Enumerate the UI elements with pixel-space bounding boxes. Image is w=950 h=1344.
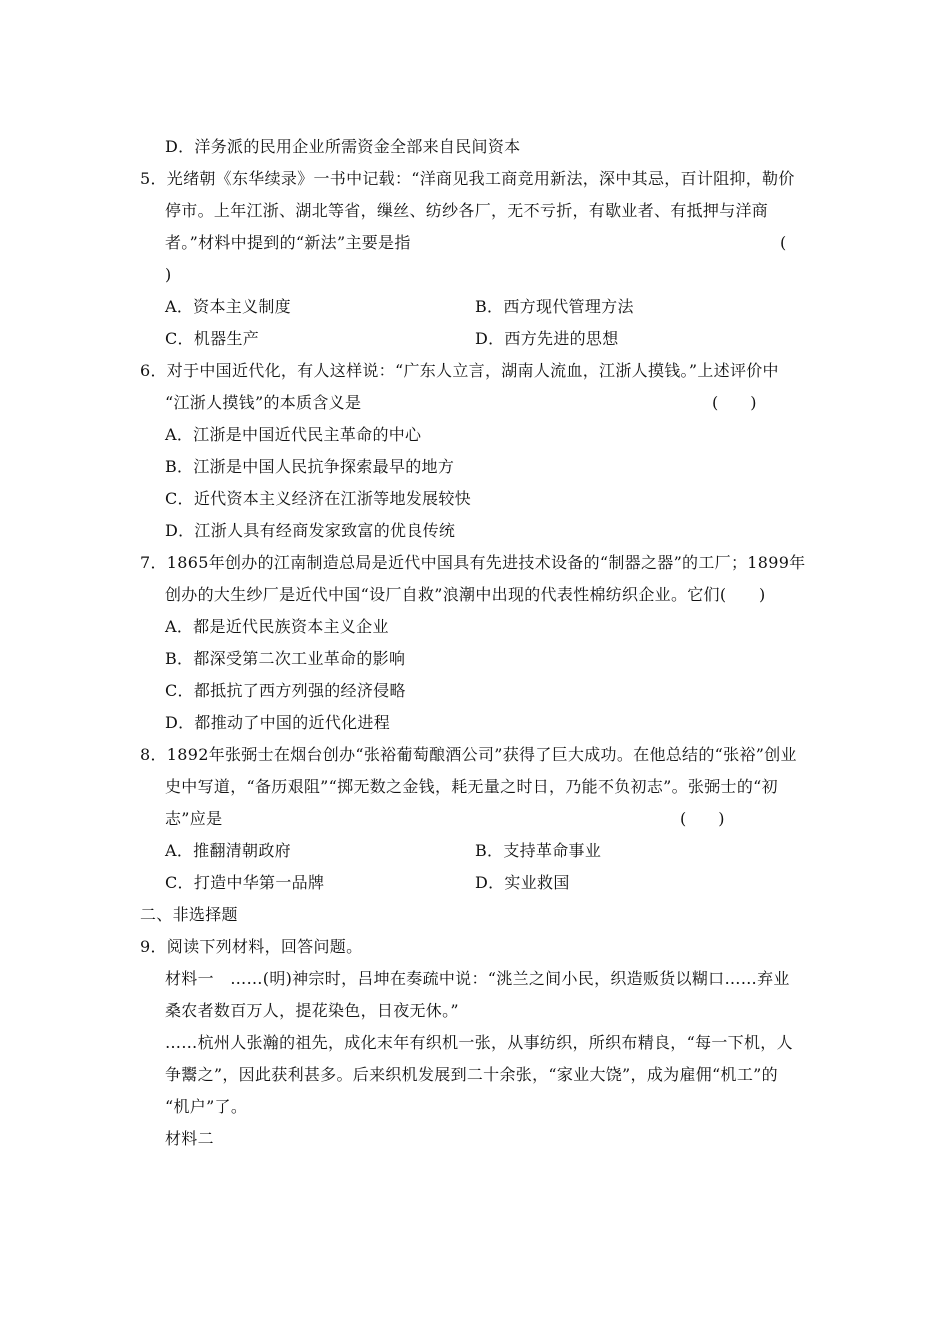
q5-option-a: A．资本主义制度	[165, 297, 291, 316]
q8-answer-paren: ( )	[680, 809, 725, 828]
q6-option-c: C．近代资本主义经济在江浙等地发展较快	[165, 489, 471, 508]
q8-stem-line-3: 志”应是	[165, 809, 223, 828]
q6-answer-paren: ( )	[712, 393, 757, 412]
q8-stem-line-1: 8．1892年张弼士在烟台创办“张裕葡萄酿酒公司”获得了巨大成功。在他总结的“张裕”创业	[140, 745, 797, 764]
q5-stem-line-1: 5．光绪朝《东华续录》一书中记载：“洋商见我工商竞用新法，深中其忌，百计阻抑，勒价	[140, 169, 795, 188]
q8-stem-line-2: 史中写道，“备历艰阻”“掷无数之金钱，耗无量之时日，乃能不负初志”。张弼士的“初	[165, 777, 778, 796]
q8-option-c: C．打造中华第一品牌	[165, 873, 325, 892]
q5-option-c: C．机器生产	[165, 329, 260, 348]
q9-material-1-line-1: 材料一 ……(明)神宗时，吕坤在奏疏中说：“洮兰之间小民，织造贩货以糊口……弃业	[165, 969, 790, 988]
q6-option-b: B．江浙是中国人民抗争探索最早的地方	[165, 457, 455, 476]
q7-option-b: B．都深受第二次工业革命的影响	[165, 649, 406, 668]
section-heading: 二、非选择题	[140, 905, 238, 924]
q5-answer-paren-close: )	[165, 265, 172, 284]
q6-stem-line-2: “江浙人摸钱”的本质含义是	[165, 393, 362, 412]
q5-stem-line-3: 者。”材料中提到的“新法”主要是指	[165, 233, 411, 252]
q7-stem-line-2: 创办的大生纱厂是近代中国“设厂自救”浪潮中出现的代表性棉纺织企业。它们( )	[165, 585, 766, 604]
q5-option-b: B．西方现代管理方法	[475, 297, 634, 316]
q5-stem-line-2: 停市。上年江浙、湖北等省，缫丝、纺纱各厂，无不亏折，有歇业者、有抵押与洋商	[165, 201, 769, 220]
q9-material-2-label: 材料二	[165, 1129, 214, 1148]
q9-material-1-line-5: “机户”了。	[165, 1097, 248, 1116]
q5-answer-paren-open: (	[780, 233, 787, 252]
q5-option-d: D．西方先进的思想	[475, 329, 619, 348]
q4-option-d: D．洋务派的民用企业所需资金全部来自民间资本	[165, 137, 521, 156]
q9-material-1-line-4: 争鬻之”，因此获利甚多。后来织机发展到二十余张，“家业大饶”，成为雇佣“机工”的	[165, 1065, 778, 1084]
q6-stem-line-1: 6．对于中国近代化，有人这样说：“广东人立言，湖南人流血，江浙人摸钱。”上述评价中	[140, 361, 779, 380]
q9-stem: 9．阅读下列材料，回答问题。	[140, 937, 363, 956]
q7-option-a: A．都是近代民族资本主义企业	[165, 617, 389, 636]
q8-option-b: B．支持革命事业	[475, 841, 602, 860]
q7-option-c: C．都抵抗了西方列强的经济侵略	[165, 681, 406, 700]
q6-option-d: D．江浙人具有经商发家致富的优良传统	[165, 521, 456, 540]
q8-option-d: D．实业救国	[475, 873, 570, 892]
q6-option-a: A．江浙是中国近代民主革命的中心	[165, 425, 422, 444]
q7-option-d: D．都推动了中国的近代化进程	[165, 713, 391, 732]
q9-material-1-line-2: 桑农者数百万人，提花染色，日夜无休。”	[165, 1001, 459, 1020]
q8-option-a: A．推翻清朝政府	[165, 841, 291, 860]
q9-material-1-line-3: ……杭州人张瀚的祖先，成化末年有织机一张，从事纺织，所织布精良，“每一下机，人	[165, 1033, 793, 1052]
q7-stem-line-1: 7．1865年创办的江南制造总局是近代中国具有先进技术设备的“制器之器”的工厂；1899年	[140, 553, 806, 572]
